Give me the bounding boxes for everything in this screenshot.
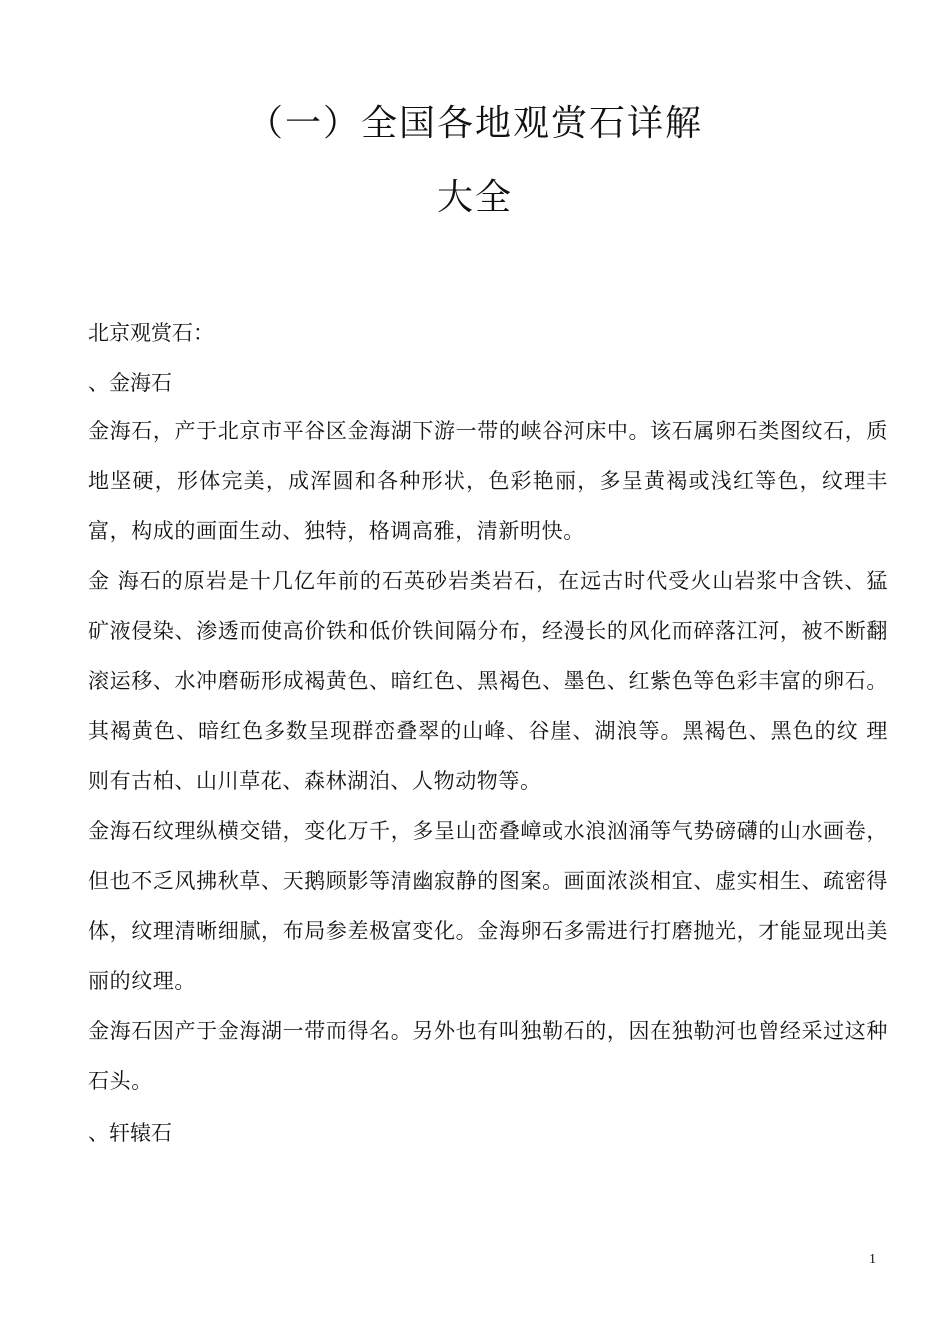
title-line-2: 大全 [436,177,513,218]
item-heading-xuanyuan: 、轩辕石 [88,1121,172,1145]
page-number: 1 [869,1252,876,1267]
section-label: 北京观赏石： [88,321,214,345]
item-heading-jinhai: 、金海石 [88,371,172,395]
document-body [88,310,888,1156]
paragraph: 金海石，产于北京市平谷区金海湖下游一带的峡谷河床中。该石属卵石类图纹石，质地坚硬，形体完美，成浑圆和各种形状，色彩艳丽，多呈黄褐或浅红等色，纹理丰富，构成的画面生动、独特，格调高雅，清新明快。 [88,419,888,543]
paragraph: 金海石纹理纵横交错，变化万千，多呈山峦叠嶂或水浪汹涌等气势磅礴的山水画卷，但也不乏风拂秋草、天鹅顾影等清幽寂静的图案。画面浓淡相宜、虚实相生、疏密得体，纹理清晰细腻，布局参差极富变化。金海卵石多需进行打磨抛光，才能显现出美丽的纹理。 [88,819,888,993]
title-line-1: （一）全国各地观赏石详解 [246,103,703,144]
paragraph: 金海石因产于金海湖一带而得名。另外也有叫独勒石的，因在独勒河也曾经采过这种石头。 [88,1019,888,1093]
document-title [0,98,950,224]
paragraph: 金 海石的原岩是十几亿年前的石英砂岩类岩石，在远古时代受火山岩浆中含铁、猛矿液侵染、渗透而使高价铁和低价铁间隔分布，经漫长的风化而碎落江河，被不断翻 滚运移、水冲磨砺形成褐黄色、暗红色、黑褐色、墨色、红紫色等色彩丰富的卵石。其褐黄色、暗红色多数呈现群峦叠翠的山峰、谷崖、湖浪等。黑褐色、黑色的纹 理则有古柏、山川草花、森林湖泊、人物动物等。 [88,569,888,793]
